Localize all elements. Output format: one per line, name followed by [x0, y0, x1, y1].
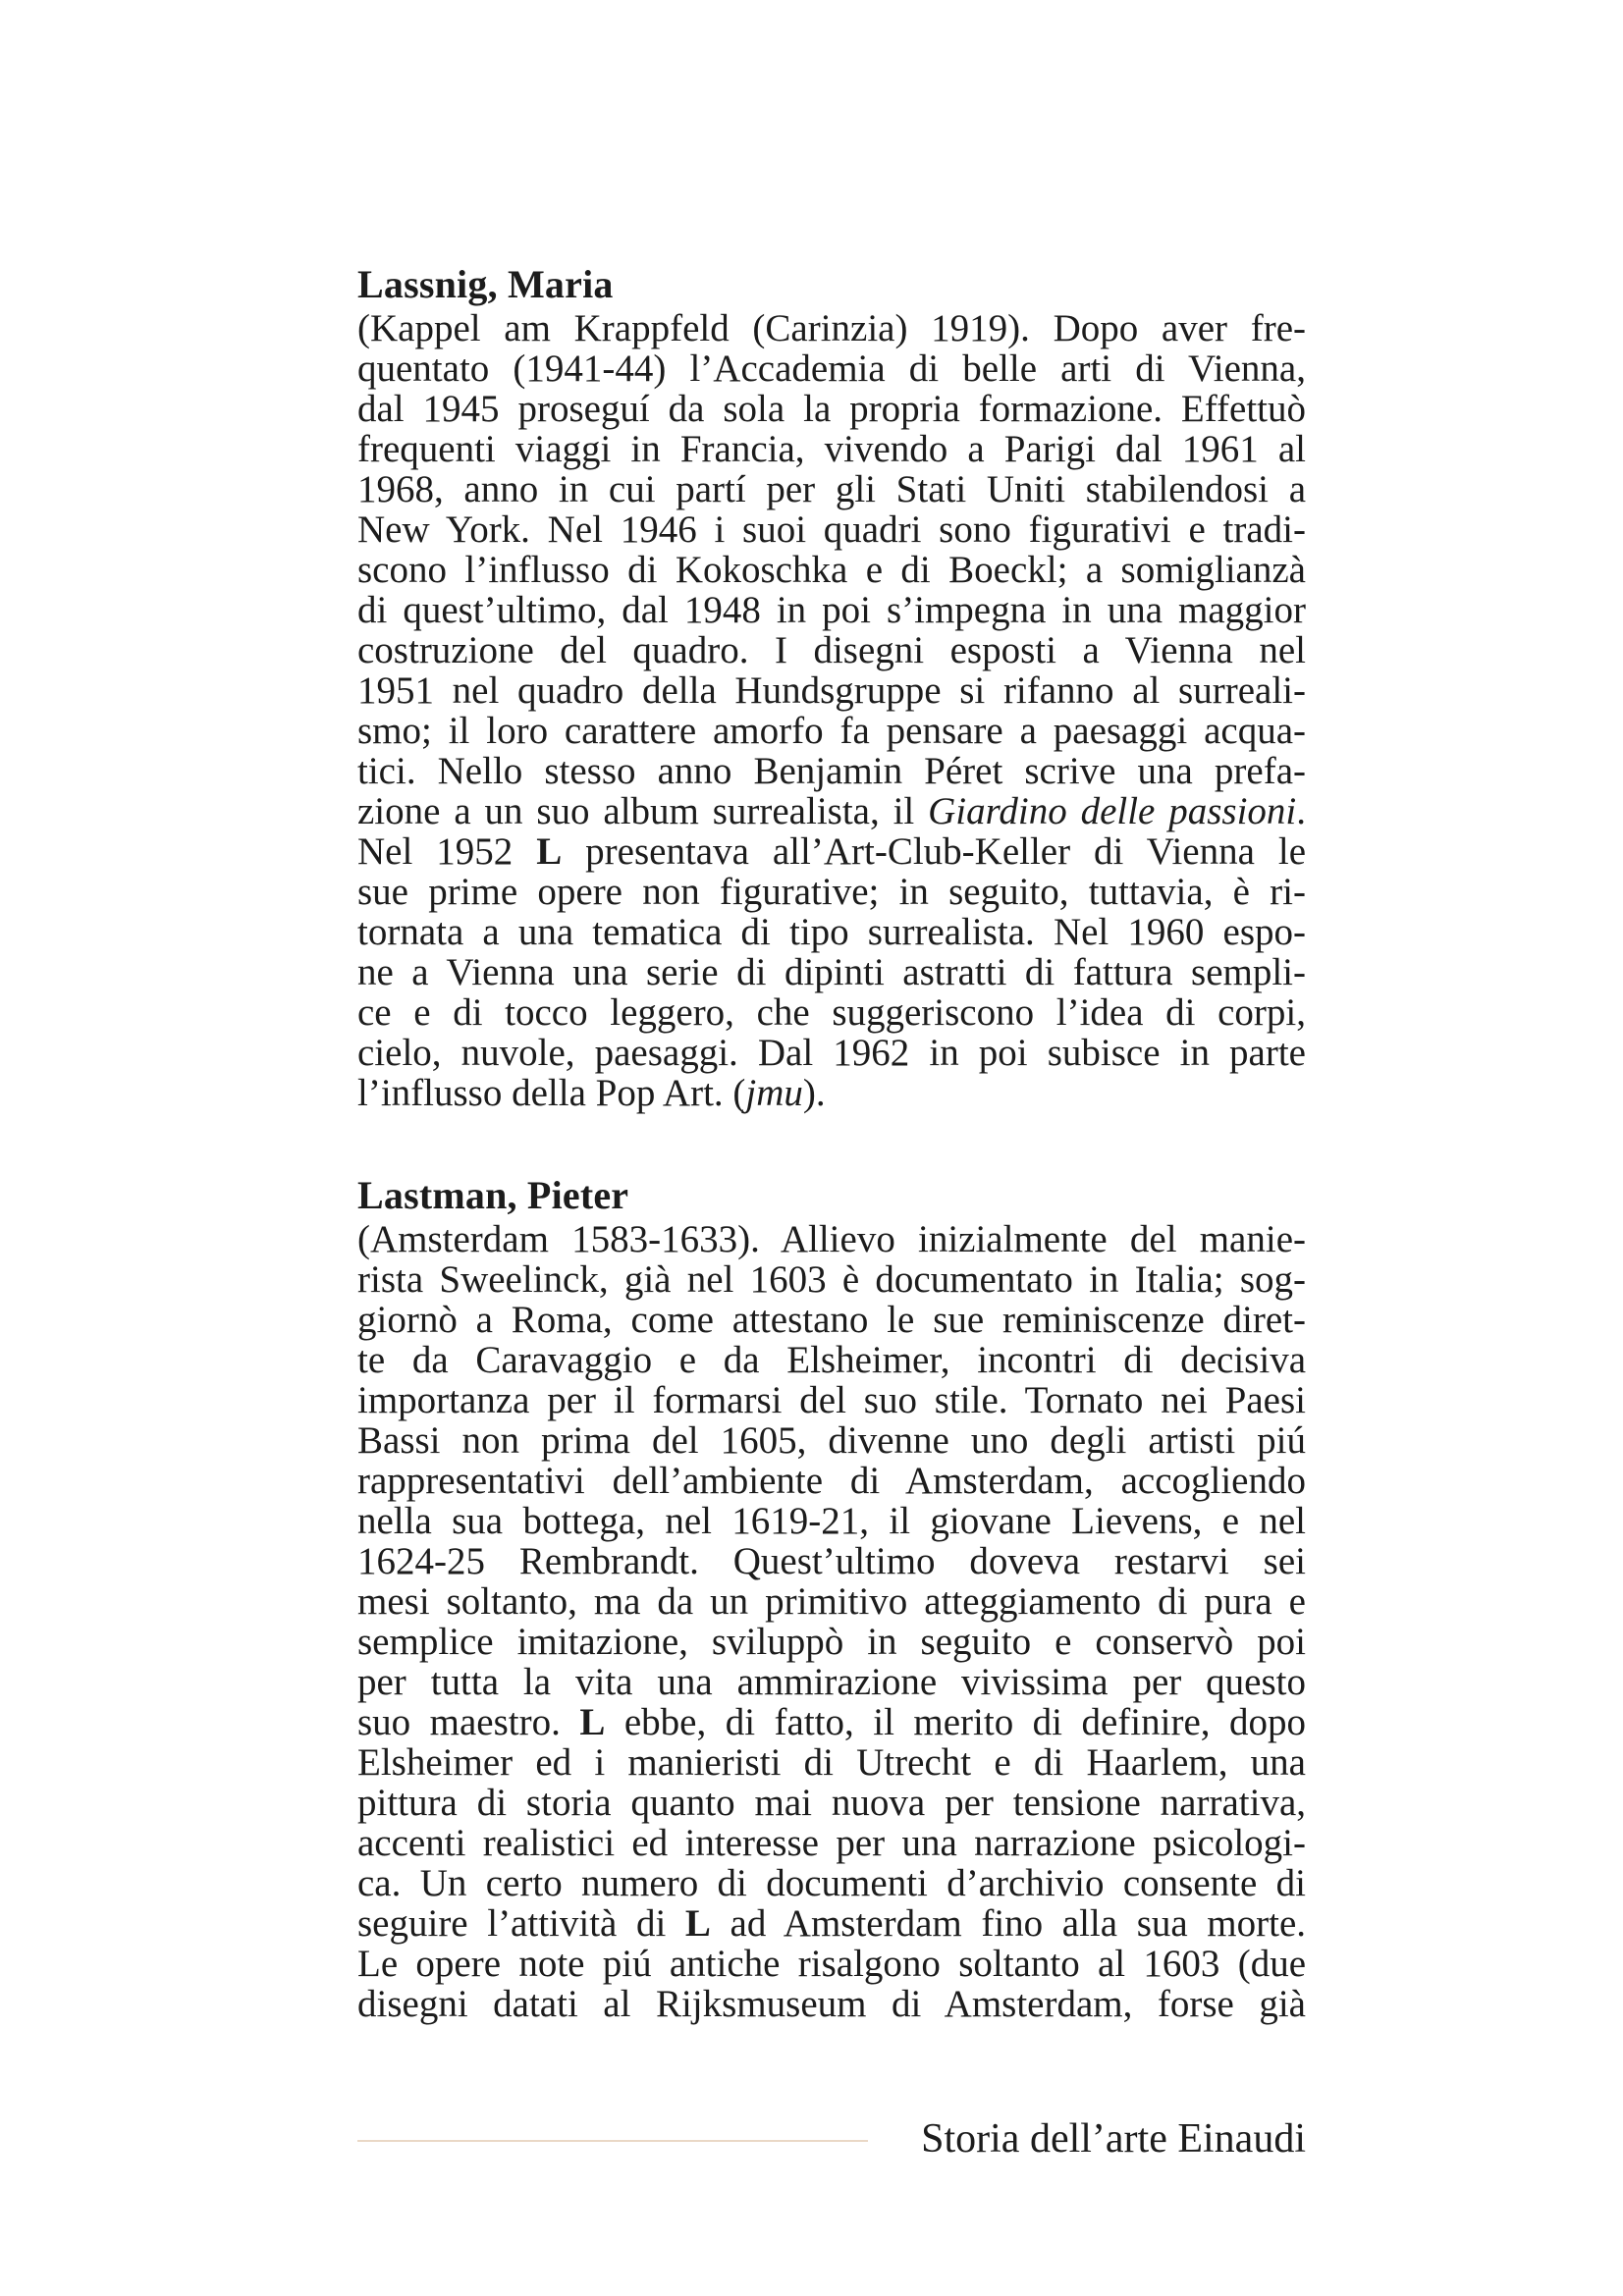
text-line: tici. Nello stesso anno Benjamin Péret scrive una prefa- — [357, 750, 1306, 792]
text-line — [357, 831, 1306, 872]
text-line: Bassi non prima del 1605, divenne uno degli artisti piú — [357, 1419, 1306, 1462]
entry-body — [357, 1219, 1306, 2024]
text-segment: suo maestro. — [357, 1701, 580, 1743]
text-line: nella sua bottega, nel 1619-21, il giovane Lievens, e nel — [357, 1500, 1306, 1542]
footer-rule — [357, 2140, 868, 2142]
entry-body — [357, 308, 1306, 1113]
text-line — [357, 791, 1306, 831]
text-line: accenti realistici ed interesse per una narrazione psicologi- — [357, 1822, 1306, 1864]
text-line — [357, 1073, 1306, 1113]
text-segment: ebbe, di fatto, il merito di definire, dopo — [605, 1701, 1306, 1743]
text-line: ce e di tocco leggero, che suggeriscono l’idea di corpi, — [357, 991, 1306, 1034]
footer-title: Storia dell’arte Einaudi — [921, 2116, 1306, 2162]
entry-abbrev: L — [536, 830, 563, 873]
author-initials: jmu — [745, 1072, 803, 1114]
text-line: ne a Vienna una serie di dipinti astratti di fattura sempli- — [357, 951, 1306, 993]
text-segment: presentava all’Art-Club-Keller di Vienna le — [562, 830, 1307, 873]
text-line: Le opere note piú antiche risalgono soltanto al 1603 (due — [357, 1943, 1306, 1985]
text-line — [357, 1903, 1306, 1944]
text-line: disegni datati al Rijksmuseum di Amsterdam, forse già — [357, 1983, 1306, 2025]
text-segment: l’influsso della Pop Art. ( — [357, 1072, 746, 1114]
text-line: te da Caravaggio e da Elsheimer, incontri di decisiva — [357, 1339, 1306, 1381]
text-line: tornata a una tematica di tipo surrealista. Nel 1960 espo- — [357, 911, 1306, 953]
text-line: 1624-25 Rembrandt. Quest’ultimo doveva restarvi sei — [357, 1540, 1306, 1582]
text-line: (Amsterdam 1583-1633). Allievo inizialmente del manie- — [357, 1218, 1306, 1260]
text-line: New York. Nel 1946 i suoi quadri sono figurativi e tradi- — [357, 508, 1306, 551]
text-line: giornò a Roma, come attestano le sue reminiscenze diret- — [357, 1299, 1306, 1341]
text-line: 1951 nel quadro della Hundsgruppe si rifanno al surreali- — [357, 669, 1306, 712]
text-line: per tutta la vita una ammirazione vivissima per questo — [357, 1661, 1306, 1703]
text-line: frequenti viaggi in Francia, vivendo a Parigi dal 1961 al — [357, 428, 1306, 470]
text-line: scono l’influsso di Kokoschka e di Boeckl; a somiglianzà — [357, 549, 1306, 591]
text-line: semplice imitazione, sviluppò in seguito e conservò poi — [357, 1621, 1306, 1663]
text-column — [357, 262, 1307, 2025]
text-line: rappresentativi dell’ambiente di Amsterdam, accogliendo — [357, 1460, 1306, 1502]
entry-lassnig — [357, 262, 1307, 1114]
text-line: smo; il loro carattere amorfo fa pensare a paesaggi acqua- — [357, 710, 1306, 752]
italic-title: Giardino delle passioni — [928, 790, 1297, 832]
text-segment: . — [1296, 790, 1306, 832]
text-segment: ). — [802, 1072, 826, 1114]
text-line: costruzione del quadro. I disegni esposti a Vienna nel — [357, 629, 1306, 671]
text-line: quentato (1941-44) l’Accademia di belle arti di Vienna, — [357, 347, 1306, 390]
text-line: (Kappel am Krappfeld (Carinzia) 1919). Dopo aver fre- — [357, 307, 1306, 349]
text-line: 1968, anno in cui partí per gli Stati Uniti stabilendosi a — [357, 468, 1306, 510]
text-line: importanza per il formarsi del suo stile. Tornato nei Paesi — [357, 1379, 1306, 1421]
text-line: Elsheimer ed i manieristi di Utrecht e di Haarlem, una — [357, 1741, 1306, 1784]
entry-abbrev: L — [579, 1701, 606, 1743]
text-segment: Nel 1952 — [357, 830, 537, 873]
text-line: sue prime opere non figurative; in seguito, tuttavia, è ri- — [357, 871, 1306, 913]
text-line: ca. Un certo numero di documenti d’archivio consente di — [357, 1862, 1306, 1904]
entry-title: Lassnig, Maria — [357, 262, 614, 306]
text-line: cielo, nuvole, paesaggi. Dal 1962 in poi subisce in parte — [357, 1032, 1306, 1074]
text-line: mesi soltanto, ma da un primitivo atteggiamento di pura e — [357, 1580, 1306, 1623]
entry-lastman — [357, 1173, 1307, 2025]
text-segment: seguire l’attività di — [357, 1902, 685, 1945]
text-line: rista Sweelinck, già nel 1603 è documentato in Italia; sog- — [357, 1258, 1306, 1301]
entry-abbrev: L — [684, 1902, 711, 1945]
text-line: pittura di storia quanto mai nuova per tensione narrativa, — [357, 1782, 1306, 1824]
text-line: di quest’ultimo, dal 1948 in poi s’impegna in una maggior — [357, 589, 1306, 631]
text-line — [357, 1702, 1306, 1742]
text-line: dal 1945 proseguí da sola la propria formazione. Effettuò — [357, 388, 1306, 430]
text-segment: ad Amsterdam fino alla sua morte. — [710, 1902, 1307, 1945]
text-segment: zione a un suo album surrealista, il — [357, 790, 929, 832]
entry-title: Lastman, Pieter — [357, 1173, 629, 1217]
